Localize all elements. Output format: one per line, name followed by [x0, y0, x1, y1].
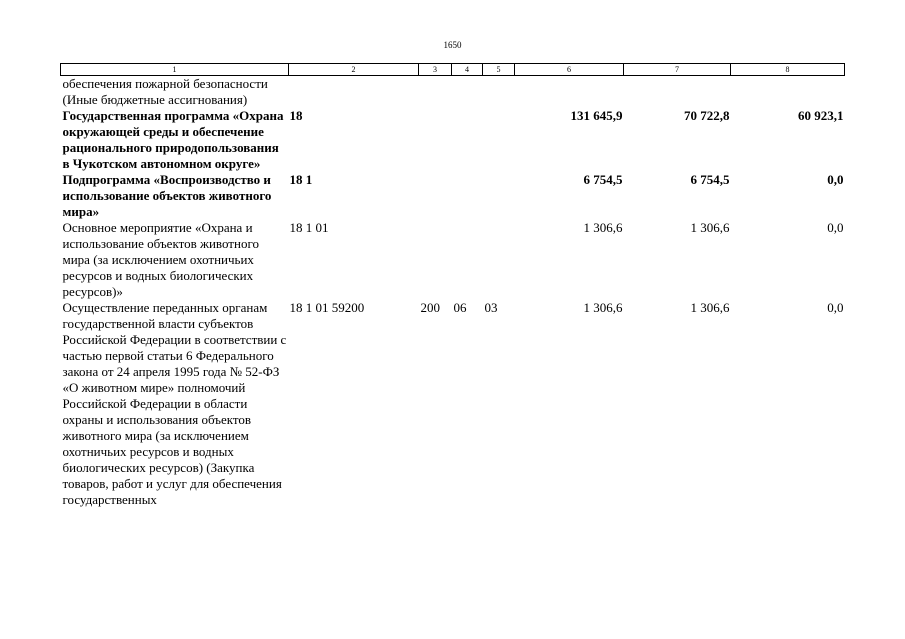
row-code: 18 1 01 59200	[289, 300, 365, 315]
row-c5	[483, 220, 515, 300]
row-c3	[419, 172, 452, 220]
column-header: 5	[483, 64, 515, 76]
row-value-7: 70 722,8	[684, 108, 730, 123]
column-header: 4	[452, 64, 483, 76]
table-row	[61, 220, 845, 300]
column-header: 3	[419, 64, 452, 76]
table-row	[61, 300, 845, 508]
row-value-6: 1 306,6	[583, 220, 623, 235]
row-code	[289, 76, 419, 109]
row-c5	[483, 108, 515, 172]
row-value-6	[515, 76, 624, 109]
table-row	[61, 108, 845, 172]
row-c5	[483, 172, 515, 220]
row-value-8	[731, 76, 845, 109]
row-value-6: 6 754,5	[583, 172, 623, 187]
row-description: Основное мероприятие «Охрана и использование объектов животного мира (за исключением охотничьих ресурсов и водных биологических ресурсов)»	[62, 220, 259, 299]
row-value-6: 1 306,6	[583, 300, 623, 315]
row-c4	[452, 76, 483, 109]
row-description: обеспечения пожарной безопасности (Иные бюджетные ассигнования)	[62, 76, 268, 107]
row-value-8: 60 923,1	[798, 108, 844, 123]
row-value-8: 0,0	[827, 220, 844, 235]
row-value-7	[624, 76, 731, 109]
row-c4	[452, 172, 483, 220]
row-value-7: 6 754,5	[690, 172, 730, 187]
row-c3	[419, 108, 452, 172]
row-value-6: 131 645,9	[570, 108, 623, 123]
row-description: Подпрограмма «Воспроизводство и использование объектов животного мира»	[62, 172, 272, 219]
column-header: 6	[515, 64, 624, 76]
row-c4	[452, 108, 483, 172]
column-header: 7	[624, 64, 731, 76]
page-number: 1650	[443, 40, 462, 50]
row-value-7: 1 306,6	[690, 300, 730, 315]
row-c5	[483, 76, 515, 109]
table-header-row	[61, 64, 845, 76]
row-value-7: 1 306,6	[690, 220, 730, 235]
column-header: 8	[731, 64, 845, 76]
row-c3: 200	[420, 300, 440, 315]
budget-table	[60, 63, 845, 508]
row-code: 18 1 01	[289, 220, 329, 235]
row-description: Государственная программа «Охрана окружающей среды и обеспечение рационального природопользования в Чукотском автономном округе»	[62, 108, 284, 171]
row-value-8: 0,0	[827, 300, 844, 315]
row-c4: 06	[453, 300, 467, 315]
column-header: 1	[61, 64, 289, 76]
row-c3	[419, 76, 452, 109]
table-row	[61, 76, 845, 109]
row-c5: 03	[484, 300, 498, 315]
row-c3	[419, 220, 452, 300]
row-description: Осуществление переданных органам государственной власти субъектов Российской Федерации в соответствии с частью первой статьи 6 Федерального закона от 24 апреля 1995 года № 52-ФЗ «О животном мире» полномочий Российской Федерации в области охраны и использования объектов животного мира (за исключением охотничьих ресурсов и водных биологических ресурсов) (Закупка товаров, работ и услуг для обеспечения государственных	[62, 300, 287, 507]
table-row	[61, 172, 845, 220]
row-code: 18 1	[289, 172, 313, 187]
row-value-8: 0,0	[827, 172, 844, 187]
column-header: 2	[289, 64, 419, 76]
row-c4	[452, 220, 483, 300]
row-code: 18	[289, 108, 303, 123]
